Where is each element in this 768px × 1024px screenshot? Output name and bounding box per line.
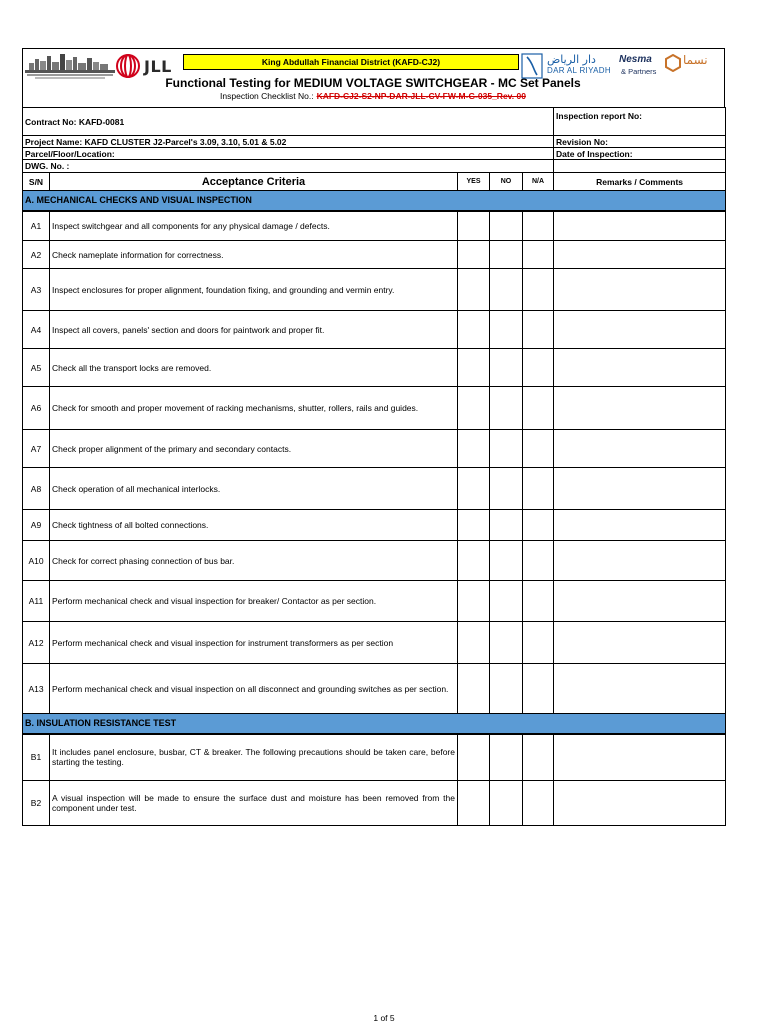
na-checkbox-cell[interactable] [523,622,554,664]
na-checkbox-cell[interactable] [523,664,554,714]
row-criteria: A visual inspection will be made to ensure the surface dust and moisture has been removed from the component under test. [50,781,458,826]
na-checkbox-cell[interactable] [523,269,554,311]
checklist-row [23,734,726,781]
remarks-cell[interactable] [554,581,726,622]
document-header [22,48,725,107]
row-sn: A11 [23,581,50,622]
na-checkbox-cell[interactable] [523,468,554,510]
na-checkbox-cell[interactable] [523,211,554,241]
no-header: NO [490,173,523,191]
row-sn: A12 [23,622,50,664]
row-criteria: Check for smooth and proper movement of racking mechanisms, shutter, rollers, rails and guides. [50,387,458,430]
remarks-cell[interactable] [554,430,726,468]
sn-header: S/N [23,173,50,191]
na-header: N/A [523,173,554,191]
row-criteria: Check proper alignment of the primary and secondary contacts. [50,430,458,468]
info-row-parcel [23,148,726,160]
checklist-row [23,311,726,349]
remarks-cell[interactable] [554,622,726,664]
jll-logo [115,54,185,78]
dar-mark-icon [521,53,543,79]
row-sn: A13 [23,664,50,714]
row-sn: A6 [23,387,50,430]
remarks-cell[interactable] [554,541,726,581]
remarks-cell[interactable] [554,781,726,826]
row-sn: A1 [23,211,50,241]
remarks-cell[interactable] [554,349,726,387]
yes-checkbox-cell[interactable] [458,781,490,826]
section-title: A. MECHANICAL CHECKS AND VISUAL INSPECTION [23,191,726,211]
row-sn: A8 [23,468,50,510]
checklist-row [23,510,726,541]
yes-checkbox-cell[interactable] [458,430,490,468]
no-checkbox-cell[interactable] [490,581,523,622]
yes-checkbox-cell[interactable] [458,211,490,241]
yes-checkbox-cell[interactable] [458,311,490,349]
project-name: Project Name: KAFD CLUSTER J2-Parcel's 3.09, 3.10, 5.01 & 5.02 [23,136,554,148]
district-banner: King Abdullah Financial District (KAFD-CJ2) [183,54,519,70]
checklist-row [23,622,726,664]
row-criteria: Check operation of all mechanical interlocks. [50,468,458,510]
remarks-cell[interactable] [554,734,726,781]
na-checkbox-cell[interactable] [523,781,554,826]
dar-al-riyadh-logo [521,53,617,79]
row-criteria: Check nameplate information for correctness. [50,241,458,269]
row-sn: A10 [23,541,50,581]
na-checkbox-cell[interactable] [523,241,554,269]
no-checkbox-cell[interactable] [490,734,523,781]
row-criteria: Check for correct phasing connection of bus bar. [50,541,458,581]
row-sn: A3 [23,269,50,311]
contract-number: Contract No: KAFD-0081 [23,108,554,136]
inspection-report-no[interactable]: Inspection report No: [554,108,726,136]
yes-checkbox-cell[interactable] [458,510,490,541]
remarks-cell[interactable] [554,387,726,430]
no-checkbox-cell[interactable] [490,622,523,664]
na-checkbox-cell[interactable] [523,734,554,781]
row-sn: A2 [23,241,50,269]
info-row-project [23,136,726,148]
page-number: 1 of 5 [373,1013,395,1023]
checklist-row [23,541,726,581]
nesma-english-name: Nesma [619,54,652,65]
no-checkbox-cell[interactable] [490,269,523,311]
no-checkbox-cell[interactable] [490,781,523,826]
nesma-subtitle: & Partners [621,67,657,76]
yes-checkbox-cell[interactable] [458,734,490,781]
no-checkbox-cell[interactable] [490,311,523,349]
remarks-cell[interactable] [554,211,726,241]
remarks-cell[interactable] [554,269,726,311]
row-criteria: Perform mechanical check and visual inspection on all disconnect and grounding switches as per section. [50,664,458,714]
na-checkbox-cell[interactable] [523,349,554,387]
row-criteria: Perform mechanical check and visual inspection for instrument transformers as per section [50,622,458,664]
criteria-header: Acceptance Criteria [50,173,458,191]
checklist-label: Inspection Checklist No.: [220,91,314,101]
row-criteria: Inspect switchgear and all components for any physical damage / defects. [50,211,458,241]
dar-english-name: DAR AL RIYADH [547,66,611,75]
dar-arabic-name: دار الرياض [547,53,596,66]
no-checkbox-cell[interactable] [490,468,523,510]
checklist-number [173,91,573,101]
checklist-row [23,468,726,510]
remarks-cell[interactable] [554,510,726,541]
checklist-row [23,269,726,311]
remarks-header: Remarks / Comments [554,173,726,191]
yes-checkbox-cell[interactable] [458,269,490,311]
row-sn: B1 [23,734,50,781]
page-title: Functional Testing for MEDIUM VOLTAGE SWITCHGEAR - MC Set Panels [165,76,581,90]
nesma-arabic-name: نسما [683,53,708,67]
no-checkbox-cell[interactable] [490,349,523,387]
checklist-row [23,349,726,387]
remarks-cell[interactable] [554,241,726,269]
na-checkbox-cell[interactable] [523,387,554,430]
row-criteria: Check tightness of all bolted connections. [50,510,458,541]
column-header-row [23,173,726,191]
na-checkbox-cell[interactable] [523,581,554,622]
checklist-row [23,211,726,241]
section-header-row [23,191,726,211]
yes-header: YES [458,173,490,191]
row-criteria: Inspect all covers, panels' section and doors for paintwork and proper fit. [50,311,458,349]
no-checkbox-cell[interactable] [490,664,523,714]
row-criteria: Perform mechanical check and visual inspection for breaker/ Contactor as per section. [50,581,458,622]
section-title: B. INSULATION RESISTANCE TEST [23,714,726,734]
yes-checkbox-cell[interactable] [458,468,490,510]
dwg-blank-cell [554,160,726,173]
checklist-table [22,107,726,826]
parcel-location[interactable]: Parcel/Floor/Location: [23,148,554,160]
checklist-row [23,241,726,269]
nesma-logo [619,53,723,79]
no-checkbox-cell[interactable] [490,387,523,430]
jll-wordmark: JLL [144,56,172,76]
yes-checkbox-cell[interactable] [458,622,490,664]
no-checkbox-cell[interactable] [490,510,523,541]
drawing-number[interactable]: DWG. No. : [23,160,554,173]
row-sn: B2 [23,781,50,826]
jll-rings-icon [115,54,141,78]
section-header-row [23,714,726,734]
date-of-inspection[interactable]: Date of Inspection: [554,148,726,160]
row-criteria: It includes panel enclosure, busbar, CT & breaker. The following precautions should be taken care, before starting the testing. [50,734,458,781]
yes-checkbox-cell[interactable] [458,387,490,430]
hexagon-icon [665,54,681,72]
na-checkbox-cell[interactable] [523,311,554,349]
na-checkbox-cell[interactable] [523,510,554,541]
no-checkbox-cell[interactable] [490,211,523,241]
yes-checkbox-cell[interactable] [458,664,490,714]
remarks-cell[interactable] [554,311,726,349]
row-sn: A5 [23,349,50,387]
info-row-dwg [23,160,726,173]
no-checkbox-cell[interactable] [490,430,523,468]
row-sn: A4 [23,311,50,349]
checklist-sheet [22,48,725,826]
remarks-cell[interactable] [554,468,726,510]
info-row-contract [23,108,726,136]
yes-checkbox-cell[interactable] [458,349,490,387]
no-checkbox-cell[interactable] [490,541,523,581]
no-checkbox-cell[interactable] [490,241,523,269]
yes-checkbox-cell[interactable] [458,541,490,581]
na-checkbox-cell[interactable] [523,541,554,581]
kafd-skyline-logo [25,53,115,81]
remarks-cell[interactable] [554,664,726,714]
checklist-row [23,781,726,826]
row-sn: A7 [23,430,50,468]
yes-checkbox-cell[interactable] [458,241,490,269]
row-criteria: Inspect enclosures for proper alignment, foundation fixing, and grounding and vermin entry. [50,269,458,311]
checklist-row [23,581,726,622]
checklist-row [23,430,726,468]
revision-no[interactable]: Revision No: [554,136,726,148]
checklist-row [23,664,726,714]
checklist-row [23,387,726,430]
yes-checkbox-cell[interactable] [458,581,490,622]
row-sn: A9 [23,510,50,541]
checklist-value: KAFD-CJ2-S2-NP-DAR-JLL-CV-FW-M-G-035_Rev. 00 [316,91,526,101]
na-checkbox-cell[interactable] [523,430,554,468]
row-criteria: Check all the transport locks are removed. [50,349,458,387]
